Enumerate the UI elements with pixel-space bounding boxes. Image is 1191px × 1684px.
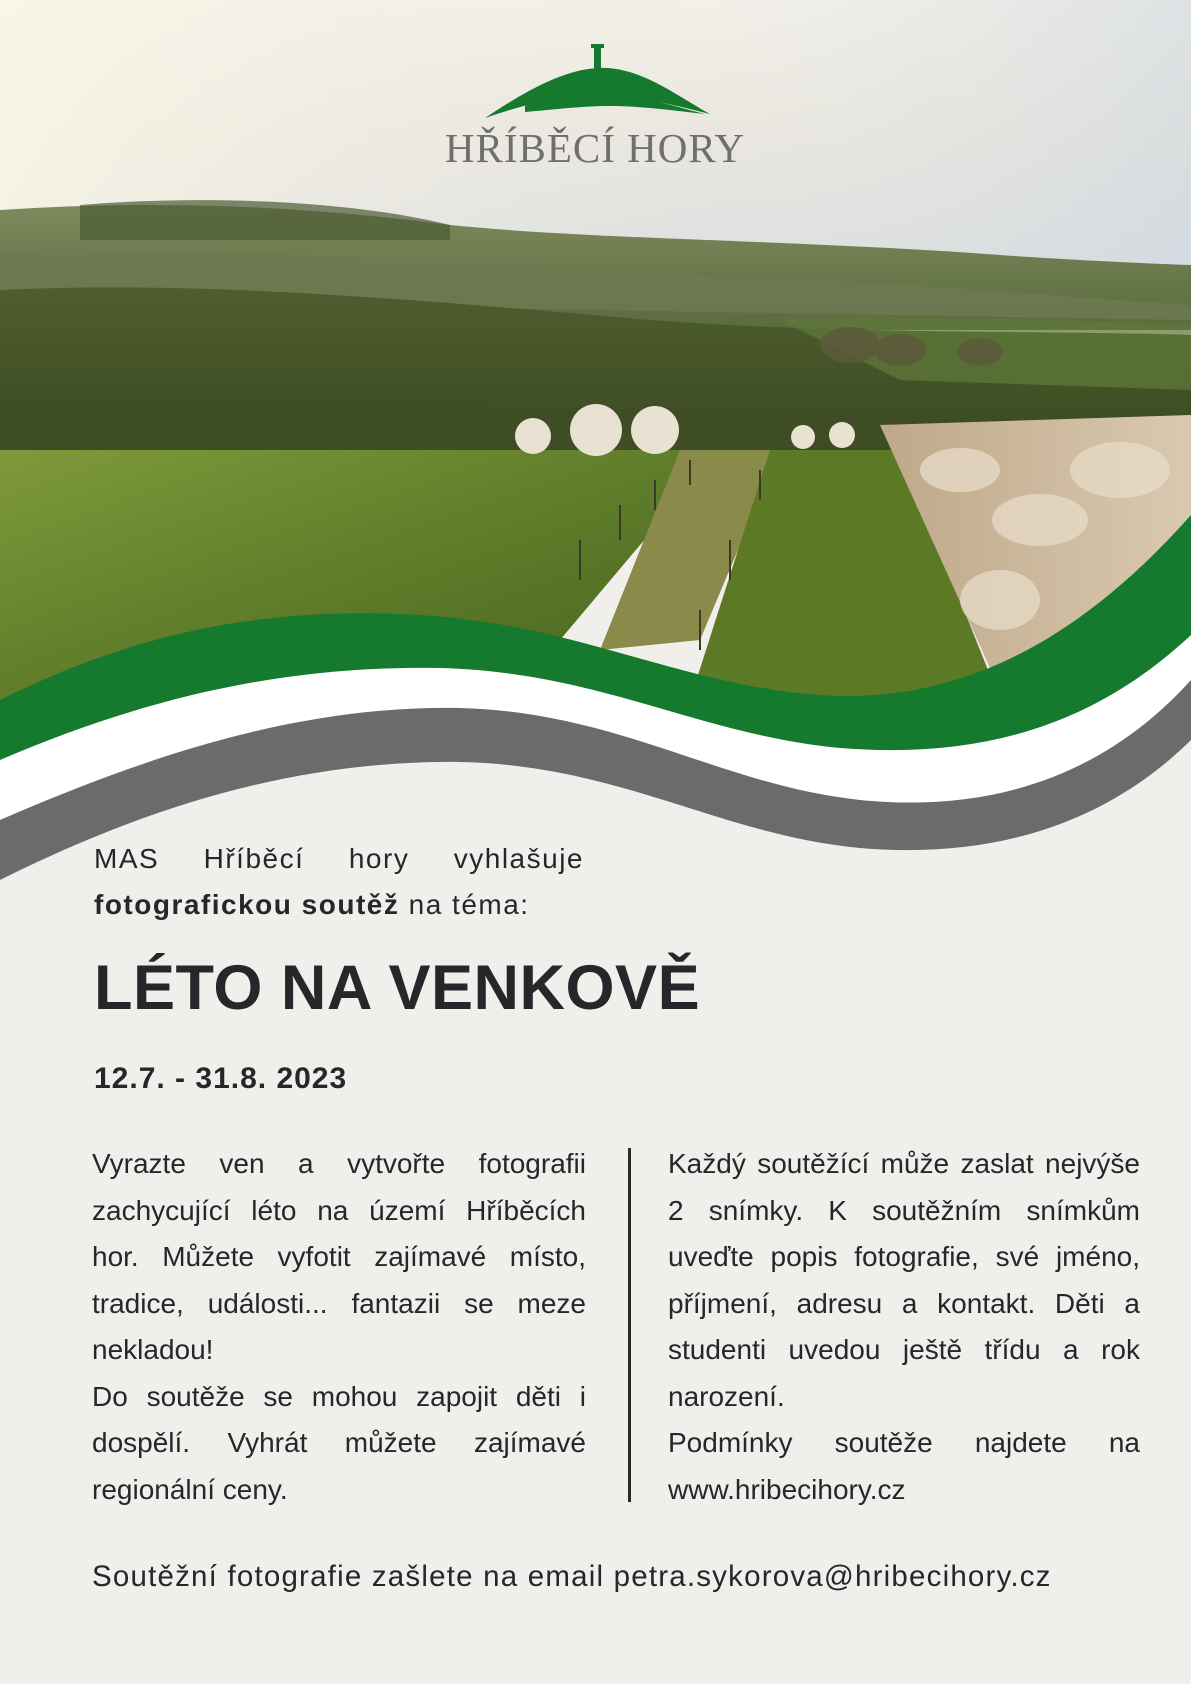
intro-word: MAS: [94, 843, 160, 874]
intro-bold: fotografickou soutěž: [94, 889, 400, 920]
footer-email: Soutěžní fotografie zašlete na email petra.sykorova@hribecihory.cz: [92, 1560, 1052, 1593]
right-paragraph-1: Každý soutěžící může zaslat nejvýše 2 snímky. K soutěžním snímkům uveďte popis fotografie, své jméno, příjmení, adresu a kontakt. Děti a studenti uvedou ještě třídu a rok narození.: [668, 1148, 1140, 1412]
left-paragraph-1: Vyrazte ven a vytvořte fotografii zachycující léto na území Hříběcích hor. Můžete vyfotit zajímavé místo, tradice, události... fantazii se meze nekladou!: [92, 1148, 586, 1365]
contest-dates: 12.7. - 31.8. 2023: [94, 1062, 348, 1095]
left-column: [92, 1141, 586, 1513]
column-divider: [628, 1148, 631, 1502]
intro-line-1: [94, 836, 584, 882]
intro-rest: na téma:: [399, 889, 530, 920]
page-title: LÉTO NA VENKOVĚ: [94, 953, 701, 1023]
intro-text: [94, 836, 584, 928]
intro-word: vyhlašuje: [453, 843, 584, 874]
intro-word: Hříběcí: [203, 843, 305, 874]
intro-word: hory: [348, 843, 410, 874]
right-paragraph-2: Podmínky soutěže najdete na www.hribecihory.cz: [668, 1427, 1140, 1505]
right-column: [668, 1141, 1140, 1513]
logo-text: HŘÍBĚCÍ HORY: [444, 125, 746, 171]
intro-line-2: [94, 882, 584, 928]
logo: [430, 40, 760, 180]
left-paragraph-2: Do soutěže se mohou zapojit děti i dospělí. Vyhrát můžete zajímavé regionální ceny.: [92, 1380, 586, 1505]
hill-with-tower-icon: [470, 40, 720, 120]
